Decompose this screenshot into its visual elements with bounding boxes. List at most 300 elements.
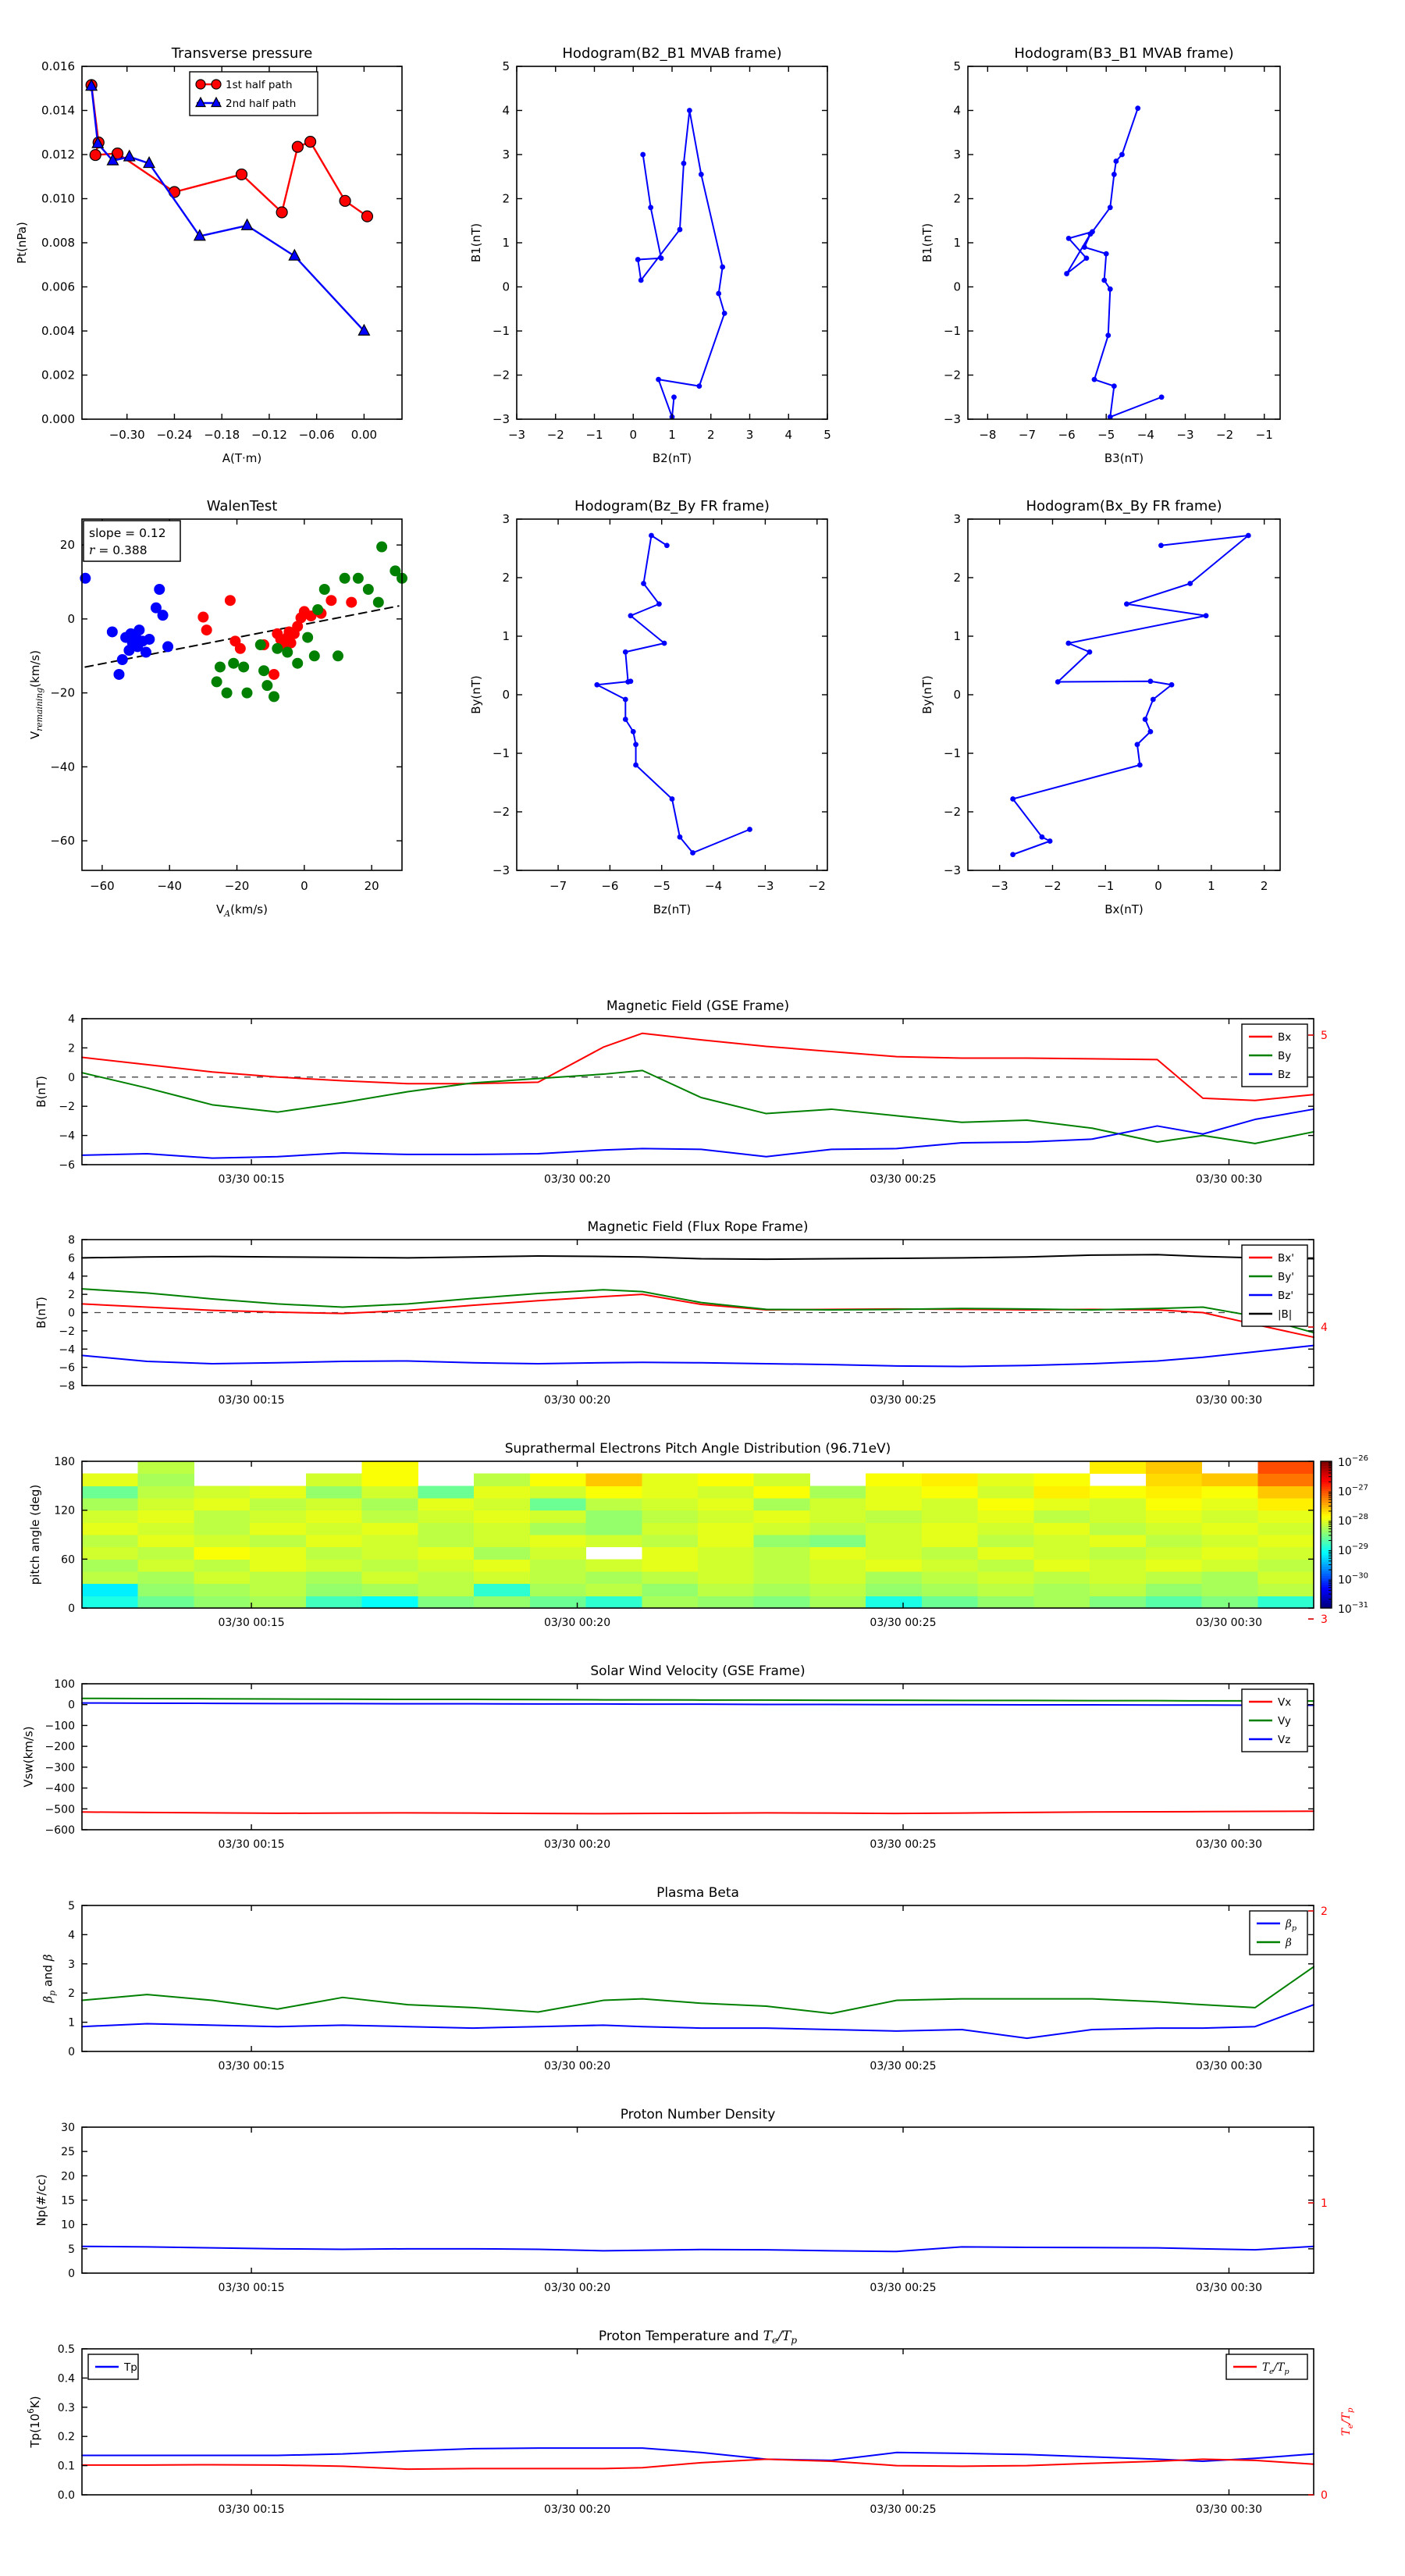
heatmap-cell [1202,1596,1258,1608]
scatter-group-green [212,542,407,703]
marker-dot [649,533,654,539]
panel-plasma-beta [41,1885,1314,2073]
y-tick-label: −3 [943,412,961,426]
b-fr-title: Magnetic Field (Flux Rope Frame) [587,1219,809,1235]
marker-dot [197,612,208,623]
y-tick-label: −40 [50,760,75,774]
marker-dot [215,661,226,672]
heatmap-cell [922,1584,978,1596]
y-tick-label: 0.016 [41,59,75,73]
y-tick-label: 2 [502,191,510,206]
heatmap-cell [754,1571,810,1584]
x-tick-label: −6 [1058,428,1076,442]
heatmap-cell [530,1571,586,1584]
y-tick-label: 0.008 [41,236,75,250]
y-tick-label: 4 [502,103,510,118]
y-tick-label: −400 [44,1782,75,1795]
marker-dot [312,604,323,615]
hodogram-b2-b1-xlabel: B2(nT) [652,451,692,465]
y-tick-label: 0 [68,1307,75,1320]
marker-dot [1092,377,1097,382]
axes-frame [968,66,1280,419]
marker-dot [1010,852,1016,857]
y-tick-label: 0.0 [57,2489,75,2502]
marker-dot [140,647,151,658]
marker-dot [113,669,124,680]
marker-dot [659,255,664,261]
heatmap-cell [1090,1522,1146,1535]
heatmap-cell [1257,1559,1314,1571]
heatmap-cell [1202,1559,1258,1571]
time-tick-label: 03/30 00:30 [1195,2282,1263,2294]
time-tick-label: 03/30 00:25 [870,1394,937,1407]
marker-dot [1135,105,1140,111]
heatmap-cell [530,1547,586,1560]
marker-dot [363,584,374,595]
heatmap-cell [586,1510,642,1523]
marker-dot [633,763,638,768]
panel-vsw [21,1663,1314,1851]
series-Bx' [82,1294,1314,1337]
heatmap-cell [250,1596,306,1608]
y-tick-label: 0.5 [57,2343,75,2356]
y-tick-label: 4 [953,103,961,118]
heatmap-cell [82,1547,138,1560]
y-tick-label: 3 [953,512,961,526]
hodogram-bz-by-ylabel: By(nT) [469,675,484,714]
heatmap-cell [754,1584,810,1596]
marker-dot [681,161,687,166]
heatmap-cell [698,1474,754,1486]
heatmap-cell [530,1559,586,1571]
walen-test-ylabel: $V_{remaining}(km/s)$ [27,649,44,740]
heatmap-cell [474,1485,530,1498]
y-tick-label-right: 3 [1321,1614,1328,1626]
heatmap-cell [698,1510,754,1523]
heatmap-cell [866,1559,922,1571]
y-tick-label: 0 [68,1603,75,1615]
heatmap-cell [978,1485,1034,1498]
heatmap-cell [754,1474,810,1486]
y-tick-label: 0.3 [57,2401,75,2414]
legend-label: Bz [1278,1069,1291,1081]
marker-circle [212,80,221,89]
heatmap-cell [1257,1498,1314,1510]
x-tick-label: −0.24 [156,428,193,442]
heatmap-cell [1257,1522,1314,1535]
marker-circle [276,207,287,218]
x-tick-label: −2 [1216,428,1234,442]
marker-dot [628,678,634,684]
marker-dot [1088,231,1094,237]
heatmap-cell [978,1522,1034,1535]
heatmap-cell [809,1559,866,1571]
marker-circle [196,80,205,89]
x-tick-label: 5 [823,428,831,442]
heatmap-cell [194,1571,250,1584]
b-gse-ylabel: B(nT) [34,1076,49,1108]
heatmap-cell [474,1547,530,1560]
heatmap-cell [809,1547,866,1560]
heatmap-cell [138,1596,194,1608]
marker-dot [1055,679,1061,685]
marker-dot [623,717,628,722]
x-tick-label: −5 [653,879,670,893]
heatmap-cell [978,1474,1034,1486]
heatmap-cell [698,1547,754,1560]
heatmap-cell [1257,1461,1314,1474]
heatmap-cell [978,1510,1034,1523]
heatmap-cell [586,1485,642,1498]
heatmap-cell [922,1596,978,1608]
y-tick-label: −8 [59,1380,75,1393]
heatmap-cell [1090,1596,1146,1608]
y-tick-label-right: 0 [1321,2489,1328,2502]
heatmap-cell [1257,1474,1314,1486]
marker-dot [635,257,641,262]
series-Vx [82,1811,1314,1813]
marker-circle [292,141,303,152]
panel-hodogram-b2-b1 [469,45,831,465]
x-tick-label: −7 [550,879,567,893]
y-tick-label: 0 [68,1071,75,1084]
heatmap-cell [1202,1474,1258,1486]
heatmap-cell [586,1571,642,1584]
heatmap-cell [586,1498,642,1510]
y-tick-label: 0 [68,2268,75,2280]
marker-dot [1124,601,1129,607]
marker-dot [1246,533,1251,539]
heatmap-cell [1202,1485,1258,1498]
heatmap-cell [1146,1596,1202,1608]
heatmap-cell [866,1510,922,1523]
marker-dot [228,658,239,669]
heatmap-cell [138,1485,194,1498]
marker-dot [222,688,233,699]
panel-b-fr [34,1219,1314,1407]
heatmap-cell [1033,1535,1090,1547]
heatmap-cell [1257,1571,1314,1584]
y-tick-label: 15 [61,2194,75,2208]
marker-dot [158,610,169,621]
heatmap-cell [978,1547,1034,1560]
marker-dot [376,542,387,553]
y-tick-label: −1 [943,746,961,760]
heatmap-cell [1033,1510,1090,1523]
time-tick-label: 03/30 00:20 [543,1617,611,1629]
marker-dot [716,291,721,297]
heatmap-cell [1146,1510,1202,1523]
marker-dot [722,311,727,316]
heatmap-cell [866,1535,922,1547]
marker-dot [319,584,330,595]
heatmap-cell [698,1571,754,1584]
heatmap-cell [530,1474,586,1486]
proton-temperature-ylabel: $Tp(10^6K)$ [25,2396,42,2448]
heatmap-cell [922,1474,978,1486]
y-tick-label: −2 [59,1325,75,1338]
heatmap-cell [474,1596,530,1608]
proton-density-title: Proton Number Density [620,2107,776,2122]
heatmap-cell [138,1584,194,1596]
marker-dot [272,643,283,654]
marker-dot [333,650,343,661]
heatmap-cell [1033,1474,1090,1486]
y-tick-label: 1 [502,629,510,643]
heatmap-cell [978,1584,1034,1596]
marker-dot [1108,286,1113,292]
heatmap-cell [1146,1571,1202,1584]
y-tick-label: −300 [44,1761,75,1774]
y-tick-label: 0 [502,688,510,702]
heatmap-cell [1257,1596,1314,1608]
x-tick-label: −8 [979,428,997,442]
heatmap-cell [194,1510,250,1523]
series-Bz' [82,1346,1314,1367]
time-tick-label: 03/30 00:25 [870,1838,937,1851]
legend-label: Bx' [1278,1252,1294,1265]
heatmap-cell [698,1522,754,1535]
heatmap-cell [754,1522,810,1535]
heatmap-cell [586,1559,642,1571]
y-tick-label: 3 [68,1958,75,1971]
heatmap-cell [1033,1596,1090,1608]
heatmap-cell [474,1522,530,1535]
y-tick-label: 100 [54,1678,75,1691]
heatmap-cell [250,1522,306,1535]
heatmap-cell [866,1474,922,1486]
x-tick-label: 4 [784,428,793,442]
time-tick-label: 03/30 00:20 [543,1838,611,1851]
marker-dot [640,152,646,158]
y-tick-label: 0 [67,611,75,626]
y-tick-label: 0.004 [41,324,75,338]
y-tick-label: 25 [61,2146,75,2159]
heatmap-cell [1202,1498,1258,1510]
heatmap-cell [362,1474,418,1486]
series-Vy [82,1699,1314,1701]
heatmap-cell [138,1510,194,1523]
axes-frame [517,519,827,870]
heatmap-cell [138,1559,194,1571]
marker-dot [633,742,638,747]
marker-dot [1083,255,1089,261]
x-tick-label: −20 [224,879,250,893]
heatmap-cell [642,1474,698,1486]
y-tick-label: 0 [68,1699,75,1712]
series-|B| [82,1254,1314,1259]
heatmap-cell [866,1584,922,1596]
y-tick-label: −20 [50,685,75,700]
pad-title: Suprathermal Electrons Pitch Angle Distribution (96.71eV) [504,1441,891,1457]
marker-dot [1112,172,1117,177]
y-tick-label: 0 [502,279,510,294]
marker-dot [1108,205,1113,210]
heatmap-cell [642,1535,698,1547]
heatmap-cell [922,1510,978,1523]
y-tick-label: 5 [502,59,510,73]
time-tick-label: 03/30 00:25 [870,2503,937,2516]
time-tick-label: 03/30 00:15 [218,1838,285,1851]
marker-dot [631,729,636,735]
colorbar-label: $10^{-30}$ [1338,1571,1369,1587]
axes-frame [82,2127,1314,2273]
marker-dot [282,647,293,658]
legend-label: $\beta_p$ [1286,1918,1297,1933]
heatmap-cell [1146,1547,1202,1560]
heatmap-cells [82,1461,1314,1609]
marker-dot [690,850,695,856]
heatmap-cell [530,1584,586,1596]
legend-box [1250,1911,1307,1955]
heatmap-cell [418,1510,474,1523]
marker-dot [1204,613,1209,618]
heatmap-cell [586,1584,642,1596]
marker-dot [325,595,336,606]
heatmap-cell [866,1547,922,1560]
panel-proton-density [34,2107,1314,2294]
marker-circle [361,211,372,222]
proton-density-ylabel: Np(#/cc) [34,2174,49,2226]
panel-hodogram-b3-b1 [920,45,1280,465]
marker-dot [1169,682,1175,688]
heatmap-cell [922,1571,978,1584]
marker-dot [656,377,661,382]
time-tick-label: 03/30 00:25 [870,1173,937,1186]
heatmap-cell [642,1584,698,1596]
y-tick-label: 0 [953,688,961,702]
heatmap-cell [809,1485,866,1498]
marker-dot [1082,244,1087,250]
y-tick-label: −6 [59,1159,75,1172]
y-tick-label: 1 [953,236,961,250]
marker-dot [671,394,677,400]
y-tick-label: 2 [953,191,961,206]
y-tick-label: 30 [61,2122,75,2134]
heatmap-cell [698,1485,754,1498]
heatmap-cell [642,1485,698,1498]
heatmap-cell [1033,1571,1090,1584]
marker-dot [261,680,272,691]
heatmap-cell [809,1498,866,1510]
heatmap-cell [1090,1461,1146,1474]
heatmap-cell [1033,1498,1090,1510]
heatmap-cell [306,1522,362,1535]
heatmap-cell [1146,1485,1202,1498]
heatmap-cell [978,1498,1034,1510]
heatmap-cell [138,1522,194,1535]
heatmap-cell [138,1535,194,1547]
heatmap-cell [1202,1584,1258,1596]
y-tick-label: 0.012 [41,148,75,162]
scatter-group-blue [80,573,173,680]
heatmap-cell [418,1498,474,1510]
y-tick-label: −4 [59,1343,75,1357]
heatmap-cell [82,1596,138,1608]
y-tick-label: 0.010 [41,191,75,206]
pad-ylabel: pitch angle (deg) [27,1484,42,1585]
hodogram-bx-by-ylabel: By(nT) [920,675,935,714]
time-tick-label: 03/30 00:25 [870,1617,937,1629]
marker-dot [1159,394,1165,400]
heatmap-cell [362,1596,418,1608]
heatmap-cell [1033,1584,1090,1596]
hodogram-b2-b1-title: Hodogram(B2_B1 MVAB frame) [562,45,782,62]
transverse-pressure-xlabel: A(T·m) [222,451,262,465]
y-tick-label: 0.002 [41,368,75,382]
heatmap-cell [1090,1498,1146,1510]
marker-dot [1147,729,1153,735]
heatmap-cell [1257,1510,1314,1523]
y-tick-label: 0 [953,279,961,294]
heatmap-cell [866,1596,922,1608]
heatmap-cell [306,1584,362,1596]
y-tick-label: −2 [59,1101,75,1114]
x-tick-label: −5 [1097,428,1115,442]
heatmap-cell [362,1559,418,1571]
colorbar-label: $10^{-29}$ [1338,1542,1369,1557]
heatmap-cell [698,1559,754,1571]
heatmap-cell [809,1535,866,1547]
y-tick-label: 5 [953,59,961,73]
y-tick-label: 2 [68,1987,75,2001]
series-By' [82,1289,1314,1332]
y-tick-label: 180 [54,1456,75,1468]
y-tick-label: −1 [492,324,510,338]
legend-label: |B| [1278,1308,1293,1321]
marker-dot [1105,333,1111,338]
x-tick-label: −2 [546,428,564,442]
marker-dot [1066,236,1072,241]
heatmap-cell [1090,1559,1146,1571]
legend-label: By' [1278,1271,1294,1283]
heatmap-cell [1146,1461,1202,1474]
heatmap-cell [82,1498,138,1510]
marker-dot [594,682,599,688]
heatmap-cell [362,1510,418,1523]
marker-dot [1143,717,1148,722]
time-tick-label: 03/30 00:25 [870,2282,937,2294]
marker-dot [373,597,384,608]
proton-temperature-ylabel-right: $T_e/T_p$ [1340,2407,1355,2436]
y-tick-label: −1 [492,746,510,760]
heatmap-cell [362,1535,418,1547]
marker-dot [628,613,634,618]
x-tick-label: −0.12 [251,428,287,442]
marker-dot [1040,834,1045,840]
heatmap-cell [809,1596,866,1608]
x-tick-label: −7 [1018,428,1037,442]
x-tick-label: −1 [585,428,603,442]
y-tick-label: 0.2 [57,2431,75,2444]
y-tick-label-right: 2 [1321,1905,1328,1918]
x-tick-label: −60 [90,879,115,893]
heatmap-cell [754,1596,810,1608]
y-tick-label: 0.014 [41,103,75,118]
panel-b-gse [34,998,1314,1186]
legend-label: Vx [1278,1696,1292,1709]
marker-dot [162,641,173,652]
hodogram-b2-b1-ylabel: B1(nT) [469,222,484,263]
heatmap-cell [809,1522,866,1535]
marker-dot [292,658,303,669]
marker-dot [212,676,222,687]
heatmap-cell [530,1535,586,1547]
heatmap-cell [250,1498,306,1510]
proton-temperature-title: Proton Temperature and $T_e/T_p$ [598,2329,798,2346]
marker-dot [309,650,320,661]
marker-dot [1048,838,1053,844]
